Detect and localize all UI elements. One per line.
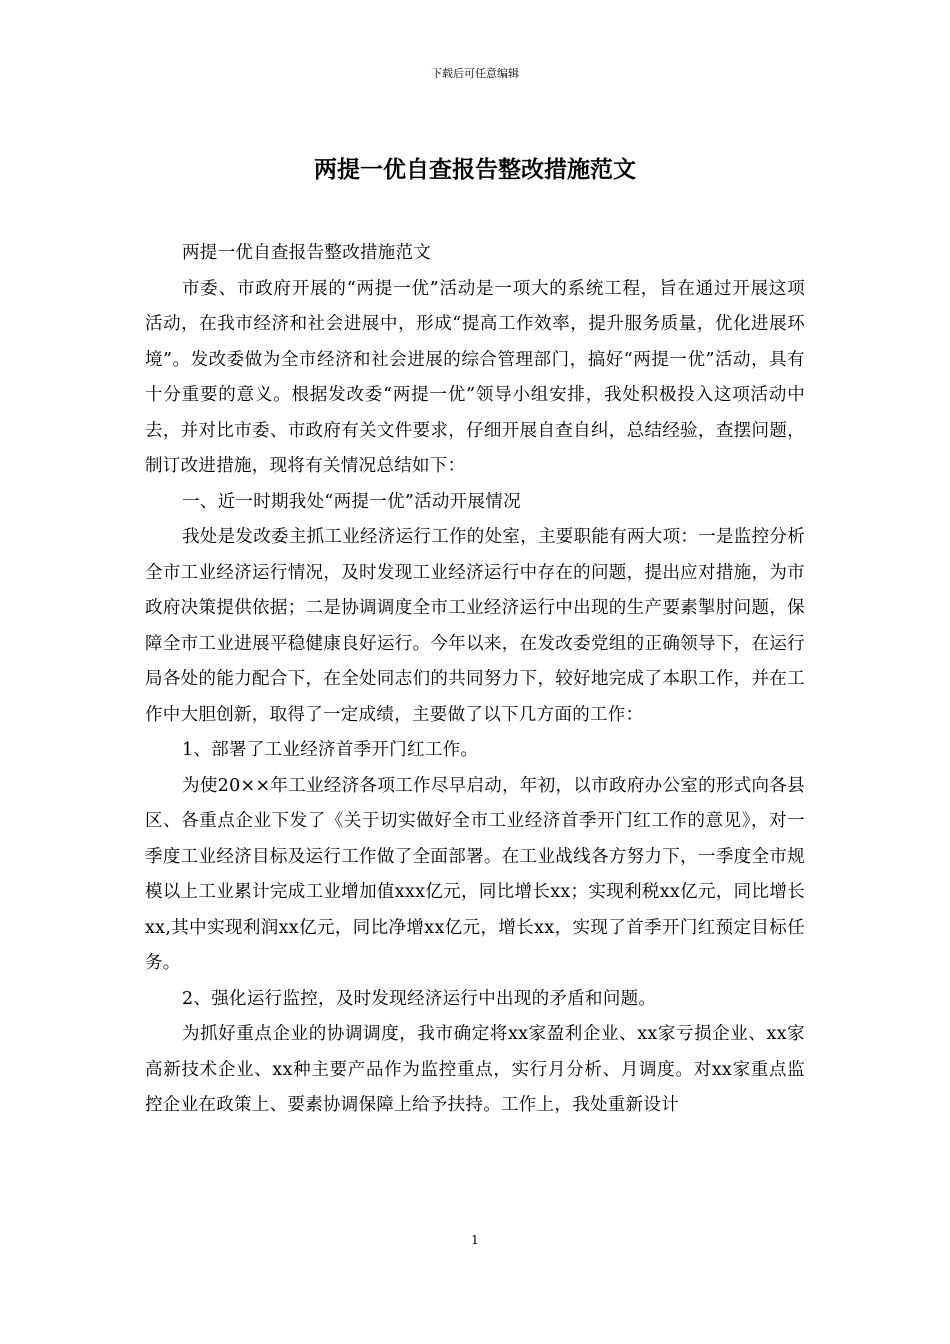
document-title: 两提一优自查报告整改措施范文 (314, 156, 636, 183)
document-body (145, 236, 805, 1124)
paragraph-item-1: 为使20××年工业经济各项工作尽早启动，年初，以市政府办公室的形式向各县区、各重点企业下发了《关于切实做好全市工业经济首季开门红工作的意见》，对一季度工业经济目标及运行工作做了全面部署。在工业战线各方努力下，一季度全市规模以上工业累计完成工业增加值xxx亿元，同比增长xx；实现利税xx亿元，同比增长xx,其中实现利润xx亿元，同比净增xx亿元，增长xx，实现了首季开门红预定目标任务。 (145, 775, 805, 973)
item-heading-2: 2、强化运行监控，及时发现经济运行中出现的矛盾和问题。 (182, 988, 657, 1009)
paragraph-intro: 市委、市政府开展的“两提一优”活动是一项大的系统工程，旨在通过开展这项活动，在我市经济和社会进展中，形成“提高工作效率，提升服务质量，优化进展环境”。发改委做为全市经济和社会进展的综合管理部门，搞好“两提一优”活动，具有十分重要的意义。根据发改委“两提一优”领导小组安排，我处积极投入这项活动中去，并对比市委、市政府有关文件要求，仔细开展自查自纠，总结经验，查摆问题，制订改进措施，现将有关情况总结如下： (145, 278, 805, 476)
item-heading-1: 1、部署了工业经济首季开门红工作。 (182, 740, 479, 760)
paragraph-duties: 我处是发改委主抓工业经济运行工作的处室，主要职能有两大项：一是监控分析全市工业经济运行情况，及时发现工业经济运行中存在的问题，提出应对措施，为市政府决策提供依据；二是协调调度全市工业经济运行中出现的生产要素掣肘问题，保障全市工业进展平稳健康良好运行。今年以来，在发改委党组的正确领导下，在运行局各处的能力配合下，在全处同志们的共同努力下，较好地完成了本职工作，并在工作中大胆创新，取得了一定成绩，主要做了以下几方面的工作： (145, 527, 805, 725)
section-heading-1: 一、近一时期我处“两提一优”活动开展情况 (182, 491, 521, 512)
paragraph-item-2: 为抓好重点企业的协调调度，我市确定将xx家盈利企业、xx家亏损企业、xx家高新技术企业、xx种主要产品作为监控重点，实行月分析、月调度。对xx家重点监控企业在政策上、要素协调保障上给予扶持。工作上，我处重新设计 (145, 1024, 805, 1115)
paragraph-subtitle: 两提一优自查报告整改措施范文 (182, 243, 432, 263)
page-number: 1 (471, 1233, 479, 1247)
page-header-note: 下载后可任意编辑 (431, 67, 519, 80)
